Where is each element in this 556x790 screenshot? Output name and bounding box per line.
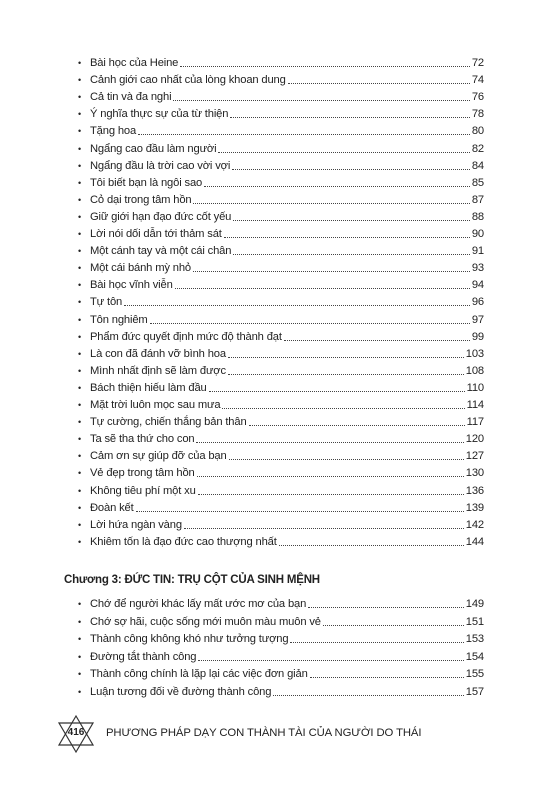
toc-entry-title: Vẻ đẹp trong tâm hồn (90, 467, 195, 480)
toc-entry (78, 685, 484, 699)
toc-entry (78, 381, 484, 395)
toc-entry-title: Phẩm đức quyết định mức độ thành đạt (90, 330, 282, 343)
toc-entry-title: Lời hứa ngàn vàng (90, 518, 182, 531)
bullet-icon: • (78, 365, 82, 376)
dot-leader (198, 660, 463, 661)
toc-entry-page: 136 (465, 484, 484, 497)
toc-entry (78, 364, 484, 378)
bullet-icon: • (78, 651, 82, 662)
toc-entry-title: Mình nhất định sẽ làm được (90, 364, 226, 377)
bullet-icon: • (78, 451, 82, 462)
bullet-icon: • (78, 280, 82, 291)
toc-entry (78, 73, 484, 87)
bullet-icon: • (78, 194, 82, 205)
toc-entry-page: 108 (465, 364, 484, 377)
toc-entry (78, 615, 484, 629)
dot-leader (288, 83, 470, 84)
toc-entry-page: 80 (471, 125, 484, 138)
toc-entry (78, 432, 484, 446)
toc-entry (78, 295, 484, 309)
toc-entry-page: 151 (465, 615, 484, 628)
bullet-icon: • (78, 297, 82, 308)
bullet-icon: • (78, 599, 82, 609)
toc-entry-title: Ngẩng cao đầu làm người (90, 142, 217, 155)
toc-entry (78, 535, 484, 549)
bullet-icon: • (78, 109, 82, 120)
bullet-icon: • (78, 177, 82, 188)
bullet-icon: • (78, 314, 82, 325)
dot-leader (249, 425, 465, 426)
toc-entry-page: 139 (465, 501, 484, 514)
toc-entry-title: Thành công chính là lặp lại các việc đơn giản (90, 668, 308, 681)
toc-entry-title: Mặt trời luôn mọc sau mưa (90, 399, 221, 411)
toc-entry-title: Bách thiện hiếu làm đầu (90, 381, 207, 394)
toc-entry (78, 398, 484, 412)
bullet-icon: • (78, 502, 82, 513)
dot-leader (230, 117, 470, 118)
bullet-icon: • (78, 348, 82, 359)
toc-entry-page: 72 (471, 57, 484, 69)
dot-leader (224, 237, 470, 238)
toc-entry-page: 154 (465, 650, 484, 663)
bullet-icon: • (78, 669, 82, 680)
dot-leader (290, 642, 463, 643)
dot-leader (233, 220, 470, 221)
toc-entry (78, 313, 484, 327)
toc-entry-page: 76 (471, 91, 484, 104)
dot-leader (138, 134, 470, 135)
toc-entry-title: Luận tương đối về đường thành công (90, 686, 272, 698)
toc-entry (78, 227, 484, 241)
toc-entry-page: 127 (465, 450, 484, 463)
bullet-icon: • (78, 229, 82, 239)
toc-entry-page: 82 (471, 142, 484, 155)
bullet-icon: • (78, 417, 82, 428)
dot-leader (228, 357, 464, 358)
toc-entry-page: 114 (466, 399, 484, 411)
toc-entry-title: Bài học vĩnh viễn (90, 279, 173, 292)
dot-leader (229, 459, 464, 460)
toc-entry-title: Khiêm tốn là đạo đức cao thượng nhất (90, 535, 277, 548)
toc-entry (78, 261, 484, 275)
dot-leader (323, 625, 464, 626)
toc-entry-title: Ý nghĩa thực sự của từ thiện (90, 108, 229, 121)
bullet-icon: • (78, 126, 82, 137)
toc-entry-title: Tự tôn (90, 296, 123, 309)
bullet-icon: • (78, 634, 82, 645)
toc-entry (78, 90, 484, 104)
toc-entry (78, 210, 484, 224)
toc-entry-title: Cảm ơn sự giúp đỡ của bạn (90, 450, 227, 463)
toc-entry (78, 466, 484, 480)
dot-leader (150, 323, 470, 324)
toc-entry (78, 597, 484, 611)
toc-entry-page: 78 (471, 108, 484, 121)
toc-entry-title: Một cái bánh mỳ nhỏ (90, 262, 192, 275)
dot-leader (310, 677, 464, 678)
bullet-icon: • (78, 263, 82, 274)
toc-entry-page: 88 (471, 210, 484, 223)
dot-leader (124, 305, 470, 306)
toc-entry (78, 193, 484, 207)
running-title: PHƯƠNG PHÁP DẠY CON THÀNH TÀI CỦA NGƯỜI DO THÁI (106, 727, 422, 739)
toc-entry-page: 74 (471, 74, 484, 87)
dot-leader (196, 442, 463, 443)
toc-entry (78, 107, 484, 121)
toc-entry-page: 91 (471, 245, 484, 258)
dot-leader (218, 152, 469, 153)
toc-entry-title: Bài học của Heine (90, 57, 179, 69)
toc-entry-page: 144 (465, 535, 484, 548)
page-footer (56, 714, 476, 754)
toc-entry-page: 85 (471, 176, 484, 189)
bullet-icon: • (78, 160, 82, 171)
toc-entry (78, 518, 484, 532)
dot-leader (284, 340, 470, 341)
dot-leader (308, 607, 464, 608)
toc-entry-page: 149 (465, 598, 484, 610)
dot-leader (233, 254, 470, 255)
bullet-icon: • (78, 468, 82, 479)
toc-entry-page: 93 (471, 262, 484, 275)
toc-entry-page: 99 (471, 330, 484, 343)
dot-leader (180, 66, 470, 67)
toc-entry-page: 120 (465, 433, 484, 446)
bullet-icon: • (78, 92, 82, 103)
toc-entry-title: Tôn nghiêm (90, 313, 148, 326)
toc-entry-page: 90 (471, 228, 484, 240)
toc-entry-page: 117 (466, 416, 484, 429)
toc-entry (78, 347, 484, 361)
toc-entry-page: 110 (466, 381, 484, 394)
toc-entry (78, 650, 484, 664)
toc-entry-page: 153 (465, 633, 484, 646)
bullet-icon: • (78, 382, 82, 393)
dot-leader (173, 100, 469, 101)
toc-entry (78, 501, 484, 515)
bullet-icon: • (78, 331, 82, 342)
toc-entry-title: Đường tắt thành công (90, 650, 197, 663)
toc-entry (78, 124, 484, 138)
toc-entry-title: Là con đã đánh vỡ bình hoa (90, 347, 226, 360)
toc-entry (78, 484, 484, 498)
toc-entry-title: Tự cường, chiến thắng bản thân (90, 416, 247, 429)
dot-leader (228, 374, 464, 375)
dot-leader (273, 695, 463, 696)
bullet-icon: • (78, 434, 82, 445)
bullet-icon: • (78, 485, 82, 496)
toc-entry-page: 142 (465, 518, 484, 531)
toc-entry-title: Chớ để người khác lấy mất ước mơ của bạn (90, 598, 307, 610)
toc-entry (78, 56, 484, 70)
toc-entry-title: Lời nói dối dẫn tới thảm sát (90, 228, 222, 240)
dot-leader (175, 288, 470, 289)
toc-entry-title: Một cánh tay và một cái chân (90, 245, 232, 258)
bullet-icon: • (78, 400, 82, 410)
toc-entry (78, 176, 484, 190)
toc-entry (78, 142, 484, 156)
toc-entry (78, 449, 484, 463)
toc-entry-title: Đoàn kết (90, 501, 134, 514)
toc-entry-title: Cỏ dại trong tâm hồn (90, 193, 192, 206)
toc-entry-page: 157 (465, 686, 484, 698)
toc-entry-page: 94 (471, 279, 484, 292)
chapter-heading: Chương 3: ĐỨC TIN: TRỤ CỘT CỦA SINH MỆNH (64, 574, 320, 586)
toc-entry-page: 97 (471, 313, 484, 326)
dot-leader (136, 511, 464, 512)
dot-leader (197, 476, 464, 477)
toc-entry (78, 415, 484, 429)
toc-entry-page: 103 (465, 347, 484, 360)
toc-entry-title: Tôi biết bạn là ngôi sao (90, 176, 203, 189)
toc-entry-page: 84 (471, 159, 484, 172)
toc-entry (78, 244, 484, 258)
dot-leader (193, 271, 470, 272)
dot-leader (222, 408, 464, 409)
toc-entry-title: Tặng hoa (90, 125, 137, 138)
bullet-icon: • (78, 211, 82, 222)
toc-entry-title: Cảnh giới cao nhất của lòng khoan dung (90, 74, 286, 87)
bullet-icon: • (78, 616, 82, 627)
bullet-icon: • (78, 519, 82, 530)
toc-entry-page: 96 (471, 296, 484, 309)
dot-leader (232, 169, 470, 170)
toc-entry-title: Cả tin và đa nghi (90, 91, 172, 104)
toc-entry-title: Giữ giới hạn đạo đức cốt yếu (90, 210, 232, 223)
toc-entry (78, 632, 484, 646)
dot-leader (193, 203, 469, 204)
toc-entry-title: Ngẩng đầu là trời cao vời vợi (90, 159, 231, 172)
bullet-icon: • (78, 536, 82, 547)
toc-entry-title: Ta sẽ tha thứ cho con (90, 433, 195, 446)
bullet-icon: • (78, 246, 82, 257)
dot-leader (198, 494, 464, 495)
toc-entry-title: Không tiêu phí một xu (90, 484, 196, 497)
toc-entry-page: 155 (465, 668, 484, 681)
bullet-icon: • (78, 75, 82, 86)
dot-leader (209, 391, 465, 392)
toc-entry-page: 130 (465, 467, 484, 480)
toc-entry (78, 667, 484, 681)
page-number: 416 (67, 727, 85, 738)
dot-leader (204, 186, 470, 187)
toc-entry (78, 159, 484, 173)
bullet-icon: • (78, 143, 82, 154)
toc-entry-title: Thành công không khó như tưởng tượng (90, 633, 289, 646)
bullet-icon: • (78, 687, 82, 697)
dot-leader (184, 528, 464, 529)
toc-entry (78, 278, 484, 292)
toc-entry (78, 330, 484, 344)
toc-entry-title: Chớ sợ hãi, cuộc sống mới muôn màu muôn vẻ (90, 615, 321, 628)
toc-entry-page: 87 (471, 193, 484, 206)
bullet-icon: • (78, 58, 82, 68)
dot-leader (279, 545, 464, 546)
